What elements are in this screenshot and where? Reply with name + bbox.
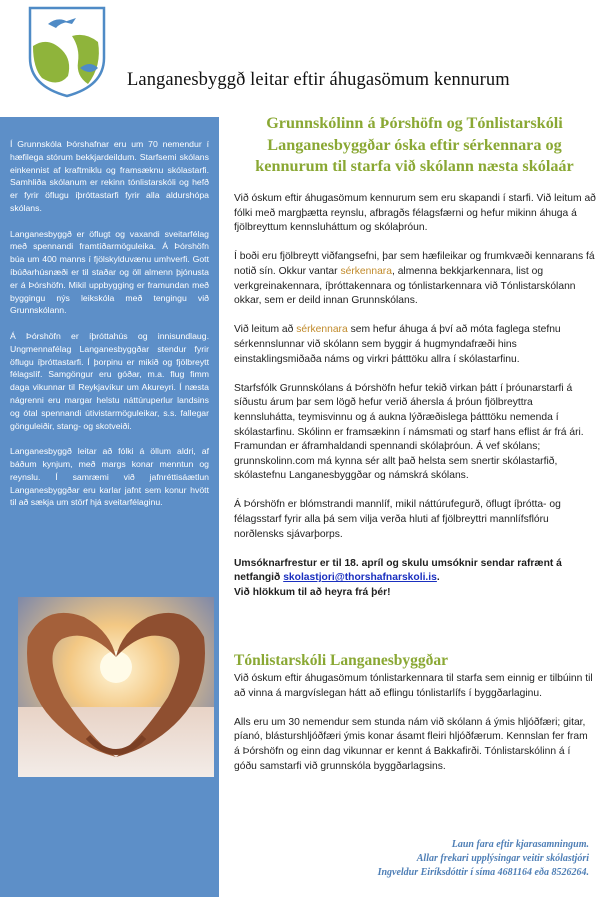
page-headline: Langanesbyggð leitar eftir áhugasömum kennurum — [127, 70, 510, 90]
sidebar-paragraph: Langanesbyggð leitar að fólki á öllum aldri, af báðum kynjum, með margs konar menntun og reynslu. Í samræmi við jafnréttisáætlun Langanesbyggðar eru karlar jafnt sem konur hvött til að sækja um störf hjá sveitarfélaginu. — [10, 446, 209, 508]
welcome-text: Við hlökkum til að heyra frá þér! — [234, 587, 391, 599]
keyword-sergkennara: sérkennara — [340, 265, 392, 277]
municipality-shield-logo — [28, 6, 106, 98]
special-ed-text-start: Við leitum að — [234, 324, 297, 336]
job-ad-title: Grunnskólinn á Þórshöfn og Tónlistarskóli Langanesbyggðar óska eftir sérkennara og kennurum til starfa við skólann næsta skólaár — [255, 114, 574, 175]
keyword-sergkennara-2: sérkennara — [296, 324, 348, 336]
sidebar-text — [10, 138, 209, 522]
main-body — [234, 192, 596, 615]
footer-line-contact: Ingveldur Eiríksdóttir í síma 4681164 eða 8526264. — [377, 867, 589, 879]
deadline-text: Umsóknarfrestur er til 18. apríl og skulu umsóknir sendar rafrænt á netfangið — [234, 557, 562, 584]
sidebar-paragraph: Í Grunnskóla Þórshafnar eru um 70 nemendur í hæfilega stórum bekkjardeildum. Starfsemi skólans einkennist af kraftmiklu og framsæknu skólastarfi. Samhliða skólanum er rekinn tónlistarskóli og hefð er fyrir öflugu íþróttastarfi fyrir alla aldurshópa skólans. — [10, 139, 209, 213]
special-ed-paragraph — [234, 323, 596, 367]
music-school-section — [234, 651, 596, 789]
contact-footer — [378, 838, 589, 881]
sidebar-paragraph: Langanesbyggð er öflugt og vaxandi sveitarfélag með spennandi framtíðarmöguleika. Á Þórshöfn búa um 400 manns í fjölskylduvænu umhverfi. Gott íbúðarhúsnæði er til staðar og öll almenn þjónusta er á Þórshöfn. Mikil uppbygging er framundan með byggingu nýs leikskóla með tengingu við Grunnskólann. — [10, 228, 209, 316]
sidebar-panel — [0, 117, 219, 897]
offer-text-end: , almenna bekkjarkennara, list og verkgreinakennara, íþróttakennara og tónlistarkennara við Tónlistarskólann okkar, sem er deild innan Grunnskólans. — [234, 265, 576, 307]
special-ed-text-end: sem hefur áhuga á því að móta faglega stefnu sérkennslunnar við skólann sem byggir á hugmyndafræði hins einstaklingsmiðaða náms og virkri þátttöku allra í skólastarfinu. — [234, 324, 561, 365]
music-school-heading: Tónlistarskóli Langanesbyggðar — [234, 652, 449, 669]
heart-hands-photo — [18, 597, 214, 777]
staff-paragraph: Starfsfólk Grunnskólans á Þórshöfn hefur tekið virkan þátt í þróunarstarfi á síðustu árum þar sem lögð hefur verið áhersla á þróun fjölbreyttra kennsluhátta, teymisvinnu og á aukna lýðræðislega þátttöku nemenda í skólastarfinu. Skólinn er framsækinn í námsmati og starf hans eflist ár frá ári. Framundan er áframhaldandi spennandi skólaþróun. Á vef skólans; grunnskolinn.com má kynna sér allt það helsta sem snertir skólastarfið, skólastefnu Langanesbyggðar og námskrá skólans. — [234, 382, 584, 482]
application-email-link[interactable]: skolastjori@thorshafnarskoli.is — [283, 572, 437, 584]
offer-paragraph — [234, 250, 596, 308]
footer-line-salary: Laun fara eftir kjarasamningum. — [451, 839, 589, 850]
music-paragraph-1: Við óskum eftir áhugasömum tónlistarkennara til starfa sem einnig er tilbúinn til að vinna á margvíslegan hátt að eflingu tónlistarlífs í byggðarlaginu. — [234, 673, 593, 699]
sidebar-paragraph: Á Þórshöfn er íþróttahús og innisundlaug. Ungmennafélag Langanesbyggðar stendur fyrir öflugu íþróttastarfi. Í þorpinu er mikið og fjölbreytt félagslíf. Samgöngur eru góðar, m.a. flug fimm daga vikunnar til Reykjavíkur um Akureyri. Í næsta nágrenni eru margar helstu náttúruperlur landsins og ótal spennandi útivistarmöguleikar, s.s. fallegar gönguleiðir, stang- og skotveiði. — [10, 330, 209, 431]
community-paragraph: Á Þórshöfn er blómstrandi mannlíf, mikil náttúrufegurð, öflugt íþrótta- og félagsstarf fyrir alla þá sem vilja verða hluti af fjölbreyttri mannlífsflóru norðlensks sjávarþorps. — [234, 499, 561, 540]
music-paragraph-2: Alls eru um 30 nemendur sem stunda nám við skólann á ýmis hljóðfæri; gitar, píanó, blásturshljóðfæri ýmis konar ásamt fleiri hljóðfærum. Kennslan fer fram á Þórshöfn og einn dag vikunnar er kennt á Bakkafirði. Tónlistarskólinn á í góðu samstarfi við grunnskóla byggðarlagsins. — [234, 716, 588, 772]
application-paragraph — [234, 557, 596, 601]
footer-line-info: Allar frekari upplýsingar veitir skólastjóri — [416, 853, 589, 865]
intro-paragraph: Við óskum eftir áhugasömum kennurum sem eru skapandi í starfi. Við leitum að fólki með margþætta reynslu, afbragðs félagsfærni og hefur mikinn áhuga á fjölbreyttum kennsluháttum og skólaþróun. — [234, 193, 596, 234]
offer-text-start: Í boði eru fjölbreytt viðfangsefni, þar sem hæfileikar og frumkvæði kennarans fá notið sín. Okkur vantar — [234, 251, 595, 277]
deadline-end: . — [436, 572, 440, 584]
